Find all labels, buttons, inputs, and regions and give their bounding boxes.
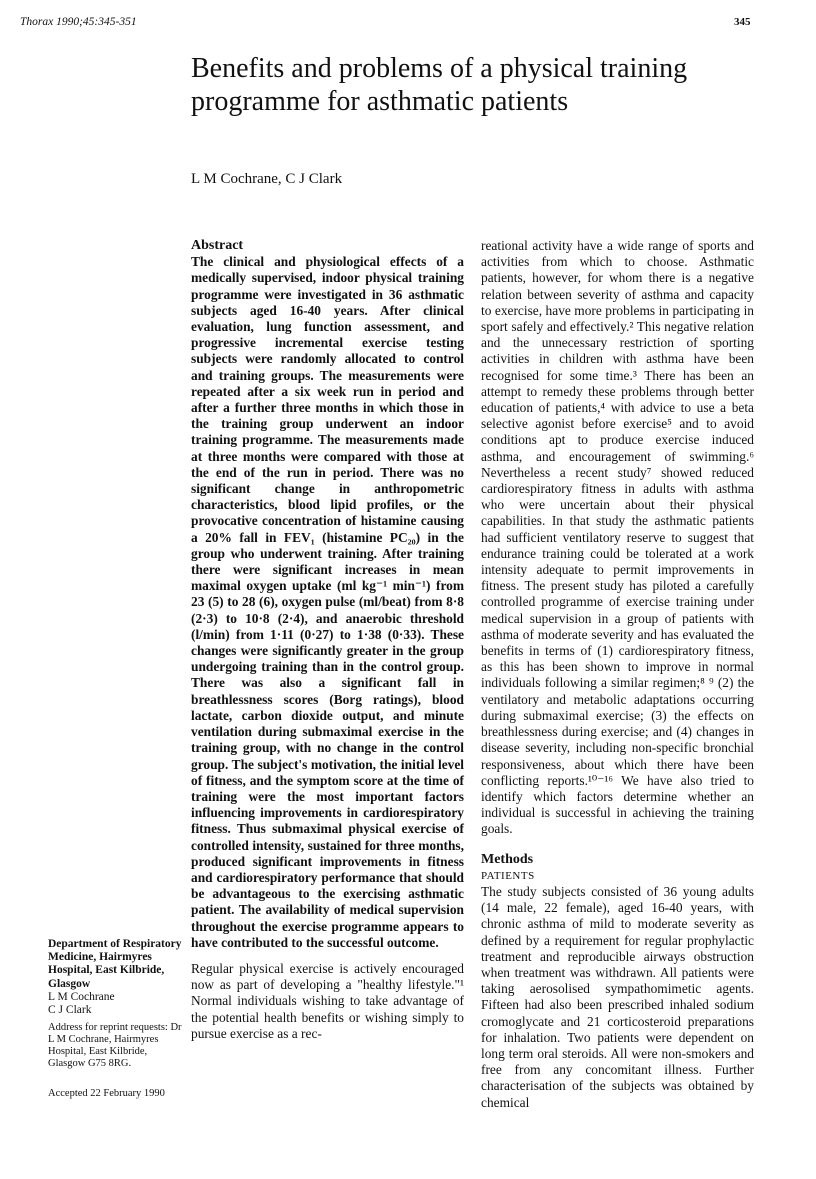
- accepted-date: Accepted 22 February 1990: [48, 1088, 165, 1099]
- right-column: [481, 238, 754, 1111]
- article-title: Benefits and problems of a physical training programme for asthmatic patients: [191, 53, 688, 117]
- affiliation-author-1: L M Cochrane: [48, 990, 115, 1003]
- methods-body: The study subjects consisted of 36 young adults (14 male, 22 female), aged 16-40 years, with chronic asthma of mild to moderate severity as defined by a requirement for regular prophylactic treatment and reproducible airways obstruction when treatment was withdrawn. All patients were taking aerosolised sympathomimetic agents. Fifteen had also been prescribed inhaled sodium cromoglycate and 21 corticosteroid preparations for inhalation. Two patients were dependent on long term oral steroids. All were non-smokers and free from any concomitant illness. Further characterisation of the subjects was obtained by chemical: [481, 883, 754, 1110]
- left-column: [191, 238, 464, 1042]
- abstract-heading: Abstract: [191, 238, 244, 253]
- affiliation-author-2: C J Clark: [48, 1004, 92, 1017]
- introduction-start: Regular physical exercise is actively encouraged now as part of developing a "healthy lifestyle."¹ Normal individuals wishing to take advantage of the potential health benefits or wishing simply to pursue exercise as a rec-: [191, 960, 464, 1041]
- reprint-address: Address for reprint requests: Dr L M Cochrane, Hairmyres Hospital, East Kilbride, Glasgow G75 8RG.: [48, 1022, 182, 1069]
- author-affiliation: [48, 938, 186, 1017]
- patients-subheading: PATIENTS: [481, 869, 535, 882]
- author-line: L M Cochrane, C J Clark: [191, 171, 343, 187]
- page-number: 345: [734, 16, 751, 28]
- affiliation-department: Department of Respiratory Medicine, Hairmyres Hospital, East Kilbride, Glasgow: [48, 938, 182, 990]
- journal-citation: Thorax 1990;45:345-351: [20, 16, 137, 28]
- methods-heading: Methods: [481, 851, 534, 867]
- introduction-continued: reational activity have a wide range of sports and activities from which to choose. Asthmatic patients, however, for whom there is a negative relation between severity of asthma and capacity to exercise, have more problems in participating in sport safely and effectively.² This negative relation and the unnecessary restriction of sporting activities in children with asthma have been recognised for some time.³ There has been an attempt to remedy these problems through better education of patients,⁴ with advice to use a beta selective agonist before exercise⁵ and to avoid conditions apt to produce exercise induced asthma, and encouragement of swimming.⁶ Nevertheless a recent study⁷ showed reduced cardiorespiratory fitness in adults with asthma who were uncertain about their physical capabilities. In that study the asthmatic patients had sufficient ventilatory reserve to suggest that endurance training could be tolerated at a work intensity adequate to permit improvements in fitness. The present study has piloted a carefully controlled programme of exercise training under medical supervision in a group of patients with asthma of moderate severity and has evaluated the benefits in terms of (1) cardiorespiratory fitness, as this has been shown to improve in normal individuals following a similar regimen;⁸ ⁹ (2) the ventilatory and metabolic adaptations occurring during submaximal exercise; (3) the effects on breathlessness during exercise; and (4) changes in disease severity, including non-specific bronchial responsiveness, about which there have been conflicting reports.¹⁰⁻¹⁶ We have also tried to identify which factors determine whether an individual is successful in achieving the training goals.: [481, 238, 754, 837]
- abstract-body: The clinical and physiological effects of a medically supervised, indoor physical training programme were investigated in 36 asthmatic subjects aged 16-40 years. After clinical evaluation, lung function assessment, and progressive incremental exercise testing subjects were randomly allocated to control and training groups. The measurements were repeated after a six week run in period and after a further three months in which those in the training group underwent an indoor training programme. The measurements made at three months were compared with those at the end of the run in period. There was no significant change in anthropometric characteristics, blood lipid profiles, or the provocative concentration of histamine causing a 20% fall in FEV₁ (histamine PC₂₀) in the group who underwent training. After training there were significant increases in mean maximal oxygen uptake (ml kg⁻¹ min⁻¹) from 23 (5) to 28 (6), oxygen pulse (ml/beat) from 8·8 (2·3) to 10·8 (2·4), and anaerobic threshold (l/min) from 1·11 (0·27) to 1·38 (0·33). These changes were significantly greater in the group undergoing training than in the control group. There was also a significant fall in breathlessness scores (Borg ratings), blood lactate, carbon dioxide output, and minute ventilation during submaximal exercise in the training group, with no change in the control group. The subject's motivation, the initial level of fitness, and the symptom score at the time of training were the most important factors influencing improvements in cardiorespiratory fitness. Thus submaximal physical exercise of controlled intensity, sustained for three months, produced significant improvements in fitness and cardiorespiratory performance that should be advantageous to the exercising asthmatic patient. The availability of medical supervision throughout the exercise programme appears to have contributed to the successful outcome.: [191, 254, 464, 950]
